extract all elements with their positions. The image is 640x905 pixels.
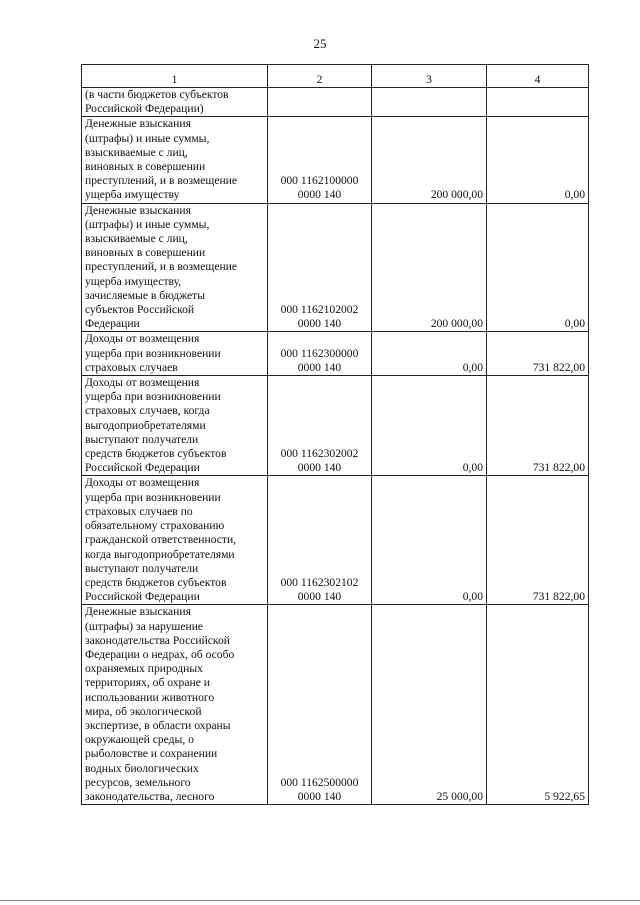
row-col3-cell: 0,00 bbox=[372, 376, 487, 476]
table-row bbox=[82, 332, 589, 376]
header-col-1: 1 bbox=[82, 65, 268, 88]
row-col3-cell bbox=[372, 88, 487, 117]
row-name-cell: Денежные взыскания (штрафы) и иные суммы, взыскиваемые с лиц, виновных в совершении преступлений, и в возмещение ущерба имуществу, зачисляемые в бюджеты субъектов Российской Федерации bbox=[82, 203, 268, 332]
row-code-cell: 000 1162300000 0000 140 bbox=[268, 332, 372, 376]
page-number: 25 bbox=[313, 36, 327, 51]
row-col4-cell: 731 822,00 bbox=[487, 376, 589, 476]
row-name-cell: Денежные взыскания (штрафы) и иные суммы, взыскиваемые с лиц, виновных в совершении преступлений, и в возмещение ущерба имуществу bbox=[82, 117, 268, 203]
row-col4-cell: 731 822,00 bbox=[487, 332, 589, 376]
row-name-cell: (в части бюджетов субъектов Российской Федерации) bbox=[82, 88, 268, 117]
table-row bbox=[82, 117, 589, 203]
table-row bbox=[82, 605, 589, 805]
row-col4-cell bbox=[487, 88, 589, 117]
row-name-cell: Доходы от возмещения ущерба при возникновении страховых случаев bbox=[82, 332, 268, 376]
row-col4-cell: 0,00 bbox=[487, 203, 589, 332]
row-code-cell bbox=[268, 88, 372, 117]
row-code-cell: 000 1162500000 0000 140 bbox=[268, 605, 372, 805]
table-row bbox=[82, 203, 589, 332]
page-bottom-divider bbox=[0, 900, 640, 901]
row-code-cell: 000 1162100000 0000 140 bbox=[268, 117, 372, 203]
header-col-2: 2 bbox=[268, 65, 372, 88]
row-col3-cell: 25 000,00 bbox=[372, 605, 487, 805]
row-name-cell: Денежные взыскания (штрафы) за нарушение законодательства Российской Федерации о недрах, об особо охраняемых природных территориях, об охране и использовании животного мира, об экологической экспертизе, в области охраны окружающей среды, о рыболовстве и сохранении водных биологических ресурсов, земельного законодательства, лесного bbox=[82, 605, 268, 805]
table-row bbox=[82, 476, 589, 605]
table-header-row bbox=[82, 65, 589, 88]
header-col-3: 3 bbox=[372, 65, 487, 88]
table-row bbox=[82, 376, 589, 476]
row-code-cell: 000 1162302102 0000 140 bbox=[268, 476, 372, 605]
row-code-cell: 000 1162302002 0000 140 bbox=[268, 376, 372, 476]
budget-table bbox=[81, 64, 589, 805]
row-name-cell: Доходы от возмещения ущерба при возникновении страховых случаев, когда выгодоприобретателями выступают получатели средств бюджетов субъектов Российской Федерации bbox=[82, 376, 268, 476]
row-col4-cell: 0,00 bbox=[487, 117, 589, 203]
row-col3-cell: 0,00 bbox=[372, 476, 487, 605]
row-col4-cell: 731 822,00 bbox=[487, 476, 589, 605]
table-row bbox=[82, 88, 589, 117]
row-code-cell: 000 1162102002 0000 140 bbox=[268, 203, 372, 332]
row-col3-cell: 200 000,00 bbox=[372, 203, 487, 332]
row-col4-cell: 5 922,65 bbox=[487, 605, 589, 805]
row-col3-cell: 200 000,00 bbox=[372, 117, 487, 203]
header-col-4: 4 bbox=[487, 65, 589, 88]
row-name-cell: Доходы от возмещения ущерба при возникновении страховых случаев по обязательному страхованию гражданской ответственности, когда выгодоприобретателями выступают получатели средств бюджетов субъектов Российской Федерации bbox=[82, 476, 268, 605]
row-col3-cell: 0,00 bbox=[372, 332, 487, 376]
